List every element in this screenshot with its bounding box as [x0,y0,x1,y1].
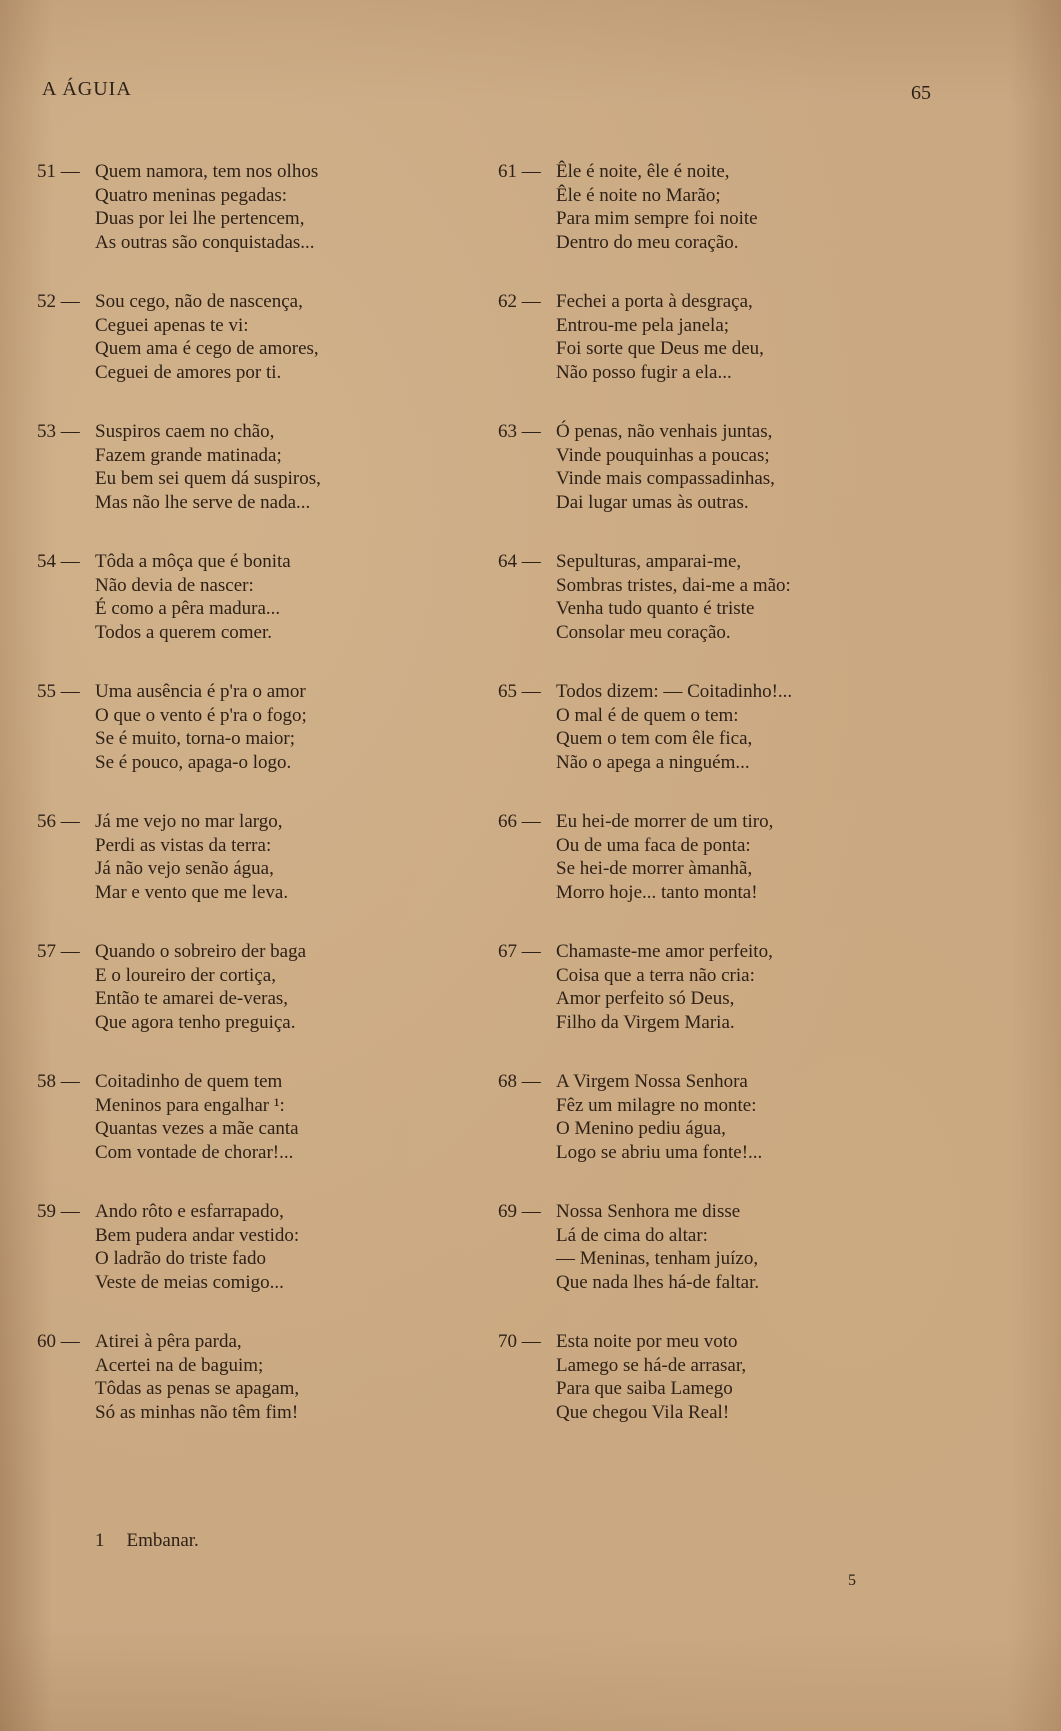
verse-line: Todos dizem: — Coitadinho!... [556,681,793,702]
stanza [37,290,457,420]
stanza-number: 62 — [498,291,541,312]
verse-line: Ceguei apenas te vi: [95,314,249,336]
right-column [498,160,918,1460]
verse-line: Eu hei-de morrer de um tiro, [556,811,774,832]
verse-line: Bem pudera andar vestido: [95,1224,300,1246]
verse-line: Eu bem sei quem dá suspiros, [95,468,321,489]
stanza-number: 58 — [37,1071,80,1092]
verse-line: Dentro do meu coração. [556,231,739,253]
verse-line: O que o vento é p'ra o fogo; [95,704,307,726]
stanza-lines [95,1200,457,1294]
stanza-number: 66 — [498,811,541,832]
stanza-lines [95,810,457,904]
stanza [498,1200,918,1330]
stanza-number: 64 — [498,551,541,572]
stanza-lines [556,940,918,1034]
verse-line: Veste de meias comigo... [95,1271,284,1293]
stanza [498,550,918,680]
stanza-lines [556,1200,918,1294]
verse-line: Para que saiba Lamego [556,1378,733,1399]
page-number: 65 [911,82,931,104]
running-head: A ÁGUIA [42,78,132,100]
verse-line: Se é pouco, apaga-o logo. [95,751,292,773]
verse-line: Já não vejo senão água, [95,858,274,879]
stanza-lines [95,290,457,384]
stanza-number: 55 — [37,681,80,702]
verse-line: Se é muito, torna-o maior; [95,728,295,749]
verse-line: Ó penas, não venhais juntas, [556,421,773,442]
stanza-number: 70 — [498,1331,541,1352]
verse-line: Mar e vento que me leva. [95,881,289,903]
stanza-lines [95,550,457,644]
verse-line: Quantas vezes a mãe canta [95,1118,299,1139]
signature-mark: 5 [848,1572,856,1589]
stanza [37,680,457,810]
verse-line: Foi sorte que Deus me deu, [556,338,764,359]
verse-line: Com vontade de chorar!... [95,1141,294,1163]
stanza-lines [556,680,918,774]
stanza-number: 54 — [37,551,80,572]
verse-line: Que agora tenho preguiça. [95,1011,296,1033]
verse-line: Filho da Virgem Maria. [556,1011,735,1033]
verse-line: Ando rôto e esfarrapado, [95,1201,284,1222]
verse-line: Logo se abriu uma fonte!... [556,1141,763,1163]
verse-line: Então te amarei de-veras, [95,988,289,1009]
stanza [498,940,918,1070]
stanza-lines [556,290,918,384]
verse-line: Quando o sobreiro der baga [95,941,307,962]
footnote [95,1530,199,1552]
verse-line: Já me vejo no mar largo, [95,811,283,832]
verse-line: Sepulturas, amparai-me, [556,551,742,572]
verse-line: Tôdas as penas se apagam, [95,1378,300,1399]
stanza [37,1200,457,1330]
verse-line: Ceguei de amores por ti. [95,361,282,383]
verse-line: Mas não lhe serve de nada... [95,491,311,513]
verse-line: Fechei a porta à desgraça, [556,291,753,312]
verse-line: Não posso fugir a ela... [556,361,732,383]
stanza-lines [556,160,918,254]
verse-line: E o loureiro der cortiça, [95,964,276,986]
verse-line: Êle é noite no Marão; [556,184,721,206]
verse-line: Ou de uma faca de ponta: [556,834,751,856]
verse-line: Só as minhas não têm fim! [95,1401,299,1423]
stanza [37,1330,457,1460]
stanza [498,290,918,420]
stanza [498,1070,918,1200]
verse-line: Suspiros caem no chão, [95,421,275,442]
verse-line: Sou cego, não de nascença, [95,291,303,312]
verse-line: Atirei à pêra parda, [95,1331,242,1352]
verse-line: Lá de cima do altar: [556,1224,708,1246]
verse-line: Lamego se há-de arrasar, [556,1354,747,1376]
stanza-lines [556,810,918,904]
verse-line: O mal é de quem o tem: [556,704,739,726]
left-column [37,160,457,1460]
verse-line: Todos a querem comer. [95,621,273,643]
verse-line: Entrou-me pela janela; [556,314,730,336]
verse-line: As outras são conquistadas... [95,231,315,253]
stanza [37,1070,457,1200]
stanza-lines [95,940,457,1034]
stanza [498,1330,918,1460]
verse-line: Que nada lhes há-de faltar. [556,1271,760,1293]
verse-line: A Virgem Nossa Senhora [556,1071,748,1092]
verse-line: Vinde pouquinhas a poucas; [556,444,770,466]
stanza-number: 52 — [37,291,80,312]
stanza [37,940,457,1070]
verse-line: Se hei-de morrer àmanhã, [556,858,753,879]
stanza-number: 63 — [498,421,541,442]
verse-line: Uma ausência é p'ra o amor [95,681,306,702]
verse-line: Quem ama é cego de amores, [95,338,319,359]
stanza-lines [556,1330,918,1424]
stanza-lines [95,1330,457,1424]
verse-line: O Menino pediu água, [556,1118,726,1139]
stanza-number: 61 — [498,161,541,182]
verse-line: Tôda a môça que é bonita [95,551,291,572]
verse-line: Fêz um milagre no monte: [556,1094,757,1116]
verse-line: Nossa Senhora me disse [556,1201,741,1222]
stanza-number: 69 — [498,1201,541,1222]
stanza-lines [556,420,918,514]
stanza-lines [556,550,918,644]
verse-line: Que chegou Vila Real! [556,1401,730,1423]
verse-line: Dai lugar umas às outras. [556,491,749,513]
verse-line: Venha tudo quanto é triste [556,598,755,619]
stanza [498,420,918,550]
stanza-number: 56 — [37,811,80,832]
verse-line: Quem o tem com êle fica, [556,728,753,749]
verse-line: Não devia de nascer: [95,574,254,596]
stanza [37,550,457,680]
stanza [498,160,918,290]
stanza [37,160,457,290]
verse-line: Êle é noite, êle é noite, [556,161,730,182]
verse-line: O ladrão do triste fado [95,1248,266,1269]
stanza-lines [95,160,457,254]
verse-line: Amor perfeito só Deus, [556,988,735,1009]
stanza-number: 65 — [498,681,541,702]
footnote-text: Embanar. [126,1530,199,1551]
stanza-number: 60 — [37,1331,80,1352]
stanza [498,680,918,810]
verse-line: Coisa que a terra não cria: [556,964,755,986]
stanza-number: 53 — [37,421,80,442]
verse-line: Acertei na de baguim; [95,1354,264,1376]
verse-line: Vinde mais compassadinhas, [556,468,775,489]
stanza [37,810,457,940]
verse-line: Morro hoje... tanto monta! [556,881,758,903]
verse-line: Não o apega a ninguém... [556,751,750,773]
verse-line: Quem namora, tem nos olhos [95,161,319,182]
verse-line: Fazem grande matinada; [95,444,282,466]
verse-line: É como a pêra madura... [95,598,281,619]
stanza-number: 51 — [37,161,80,182]
verse-line: Consolar meu coração. [556,621,731,643]
stanza-number: 57 — [37,941,80,962]
verse-line: Para mim sempre foi noite [556,208,758,229]
stanza-number: 68 — [498,1071,541,1092]
verse-line: Perdi as vistas da terra: [95,834,272,856]
footnote-mark: 1 [95,1530,105,1551]
stanza-number: 59 — [37,1201,80,1222]
stanza-lines [95,420,457,514]
verse-line: Duas por lei lhe pertencem, [95,208,305,229]
stanza-number: 67 — [498,941,541,962]
stanza-lines [95,680,457,774]
stanza [498,810,918,940]
verse-line: Sombras tristes, dai-me a mão: [556,574,791,596]
stanza-lines [95,1070,457,1164]
stanza [37,420,457,550]
verse-line: Chamaste-me amor perfeito, [556,941,773,962]
verse-line: Meninos para engalhar ¹: [95,1094,285,1116]
verse-line: Quatro meninas pegadas: [95,184,288,206]
verse-line: — Meninas, tenham juízo, [556,1248,759,1269]
stanza-lines [556,1070,918,1164]
verse-line: Coitadinho de quem tem [95,1071,283,1092]
verse-line: Esta noite por meu voto [556,1331,738,1352]
